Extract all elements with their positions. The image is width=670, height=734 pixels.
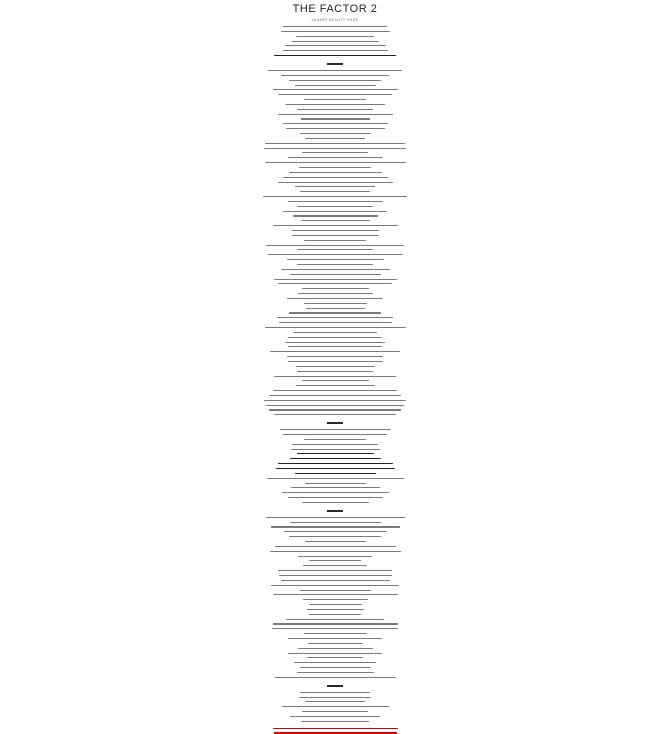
body-text-line bbox=[300, 692, 370, 693]
body-text-line bbox=[290, 274, 381, 275]
body-text-line bbox=[287, 298, 383, 299]
body-text-line bbox=[304, 240, 366, 241]
section-heading bbox=[327, 63, 343, 65]
body-text-line bbox=[274, 279, 397, 280]
body-text-line bbox=[288, 201, 383, 202]
body-text-line bbox=[307, 609, 364, 610]
intro-text-line bbox=[296, 36, 374, 37]
body-text-line bbox=[300, 133, 371, 134]
body-text-line bbox=[294, 662, 376, 663]
alert-text-line bbox=[273, 728, 398, 729]
body-text-line bbox=[288, 638, 382, 639]
intro-text-line bbox=[292, 41, 379, 42]
body-text-line bbox=[273, 623, 398, 624]
body-text-line bbox=[305, 138, 365, 139]
body-text-line bbox=[297, 264, 373, 265]
body-text-line bbox=[274, 376, 396, 377]
body-text-line bbox=[282, 706, 389, 707]
body-text-line bbox=[309, 560, 361, 561]
body-text-line bbox=[289, 80, 381, 81]
body-text-line bbox=[278, 114, 393, 115]
intro-text-line bbox=[285, 45, 386, 46]
body-text-line bbox=[279, 575, 392, 576]
body-text-line bbox=[297, 109, 373, 110]
body-text-line bbox=[302, 711, 368, 712]
body-text-line bbox=[305, 483, 366, 484]
body-text-line bbox=[271, 526, 400, 527]
body-text-line bbox=[302, 380, 369, 381]
body-text-line bbox=[292, 230, 379, 231]
body-text-line bbox=[300, 191, 370, 192]
body-text-line bbox=[272, 628, 398, 629]
body-text-line bbox=[301, 220, 370, 221]
body-text-line bbox=[277, 317, 393, 318]
body-text-line bbox=[303, 565, 367, 566]
body-text-line bbox=[269, 395, 401, 396]
body-text-line bbox=[309, 604, 362, 605]
body-text-line bbox=[264, 148, 406, 149]
intro-text-line bbox=[281, 31, 390, 32]
body-text-line bbox=[279, 322, 392, 323]
body-text-line bbox=[298, 556, 372, 557]
body-text-line bbox=[307, 657, 363, 658]
body-text-line bbox=[302, 288, 369, 289]
body-text-line bbox=[286, 619, 384, 620]
body-text-line bbox=[291, 487, 380, 488]
body-text-line bbox=[304, 99, 366, 100]
body-text-line bbox=[278, 463, 393, 464]
body-text-line bbox=[304, 633, 367, 634]
body-text-line bbox=[298, 293, 373, 294]
body-text-line bbox=[281, 580, 390, 581]
body-text-line bbox=[302, 502, 369, 503]
section-heading bbox=[327, 685, 343, 687]
body-text-line bbox=[289, 172, 382, 173]
body-text-line bbox=[290, 716, 380, 717]
body-text-line bbox=[283, 211, 387, 212]
body-text-line bbox=[295, 473, 376, 474]
body-text-line bbox=[297, 371, 373, 372]
body-text-line bbox=[305, 701, 365, 702]
body-text-line bbox=[303, 599, 368, 600]
body-text-line bbox=[283, 177, 388, 178]
body-text-line bbox=[305, 541, 366, 542]
body-text-line bbox=[290, 458, 381, 459]
body-text-line bbox=[266, 245, 404, 246]
body-text-line bbox=[291, 449, 380, 450]
body-text-line bbox=[298, 648, 373, 649]
body-text-line bbox=[271, 585, 399, 586]
body-text-line bbox=[306, 308, 365, 309]
body-text-line bbox=[273, 89, 398, 90]
body-text-line bbox=[278, 182, 393, 183]
body-text-line bbox=[280, 429, 391, 430]
section-heading bbox=[327, 510, 343, 512]
body-text-line bbox=[278, 570, 392, 571]
body-text-line bbox=[308, 643, 363, 644]
body-text-line bbox=[304, 303, 367, 304]
body-text-line bbox=[275, 546, 396, 547]
emphasis-text-line bbox=[274, 55, 396, 56]
body-text-line bbox=[278, 94, 392, 95]
body-text-line bbox=[282, 492, 389, 493]
body-text-line bbox=[288, 653, 382, 654]
body-text-line bbox=[295, 85, 376, 86]
body-text-line bbox=[269, 409, 401, 410]
body-text-line bbox=[286, 128, 385, 129]
body-text-line bbox=[281, 269, 390, 270]
body-text-line bbox=[273, 225, 398, 226]
body-text-line bbox=[263, 196, 407, 197]
body-text-line bbox=[304, 439, 366, 440]
body-text-line bbox=[297, 672, 374, 673]
body-text-line bbox=[289, 312, 381, 313]
body-text-line bbox=[309, 614, 361, 615]
body-text-line bbox=[285, 342, 385, 343]
body-text-line bbox=[265, 143, 405, 144]
body-text-line bbox=[296, 385, 375, 386]
section-heading bbox=[327, 422, 343, 424]
brand-tagline: LUXURY BEAUTY SHOP bbox=[311, 18, 359, 22]
body-text-line bbox=[300, 590, 371, 591]
body-text-line bbox=[302, 152, 368, 153]
body-text-line bbox=[290, 522, 381, 523]
body-text-line bbox=[295, 186, 375, 187]
body-text-line bbox=[299, 167, 371, 168]
product-notice-page bbox=[260, 0, 410, 500]
body-text-line bbox=[292, 444, 378, 445]
body-text-line bbox=[287, 356, 383, 357]
body-text-line bbox=[288, 157, 383, 158]
body-text-line bbox=[281, 75, 389, 76]
body-text-line bbox=[276, 468, 395, 469]
body-text-line bbox=[283, 123, 388, 124]
body-text-line bbox=[296, 366, 375, 367]
body-text-line bbox=[266, 517, 405, 518]
body-text-line bbox=[300, 667, 371, 668]
body-text-line bbox=[301, 721, 369, 722]
body-text-line bbox=[270, 551, 401, 552]
body-text-line bbox=[288, 346, 382, 347]
body-text-line bbox=[289, 536, 381, 537]
body-text-line bbox=[293, 215, 378, 216]
body-text-line bbox=[297, 206, 373, 207]
body-text-line bbox=[268, 70, 402, 71]
intro-text-line bbox=[283, 50, 388, 51]
brand-logo: THE FACTOR 2 bbox=[292, 3, 378, 15]
alert-text-line bbox=[274, 732, 397, 733]
body-text-line bbox=[288, 337, 382, 338]
body-text-line bbox=[284, 531, 387, 532]
body-text-line bbox=[278, 283, 392, 284]
body-text-line bbox=[288, 361, 383, 362]
body-text-line bbox=[287, 259, 384, 260]
intro-text-line bbox=[283, 26, 387, 27]
body-text-line bbox=[273, 390, 397, 391]
body-text-line bbox=[288, 497, 383, 498]
body-text-line bbox=[293, 332, 377, 333]
body-text-line bbox=[299, 697, 371, 698]
body-text-line bbox=[301, 118, 370, 119]
body-text-line bbox=[275, 677, 396, 678]
body-text-line bbox=[265, 327, 406, 328]
body-text-line bbox=[264, 400, 406, 401]
body-text-line bbox=[285, 104, 385, 105]
body-text-line bbox=[266, 405, 404, 406]
body-text-line bbox=[270, 351, 400, 352]
body-text-line bbox=[283, 434, 387, 435]
body-text-line bbox=[268, 254, 403, 255]
body-text-line bbox=[273, 594, 398, 595]
body-text-line bbox=[265, 162, 406, 163]
body-text-line bbox=[297, 453, 374, 454]
body-text-line bbox=[274, 414, 396, 415]
body-text-line bbox=[297, 249, 373, 250]
body-text-line bbox=[292, 235, 379, 236]
body-text-line bbox=[267, 478, 404, 479]
